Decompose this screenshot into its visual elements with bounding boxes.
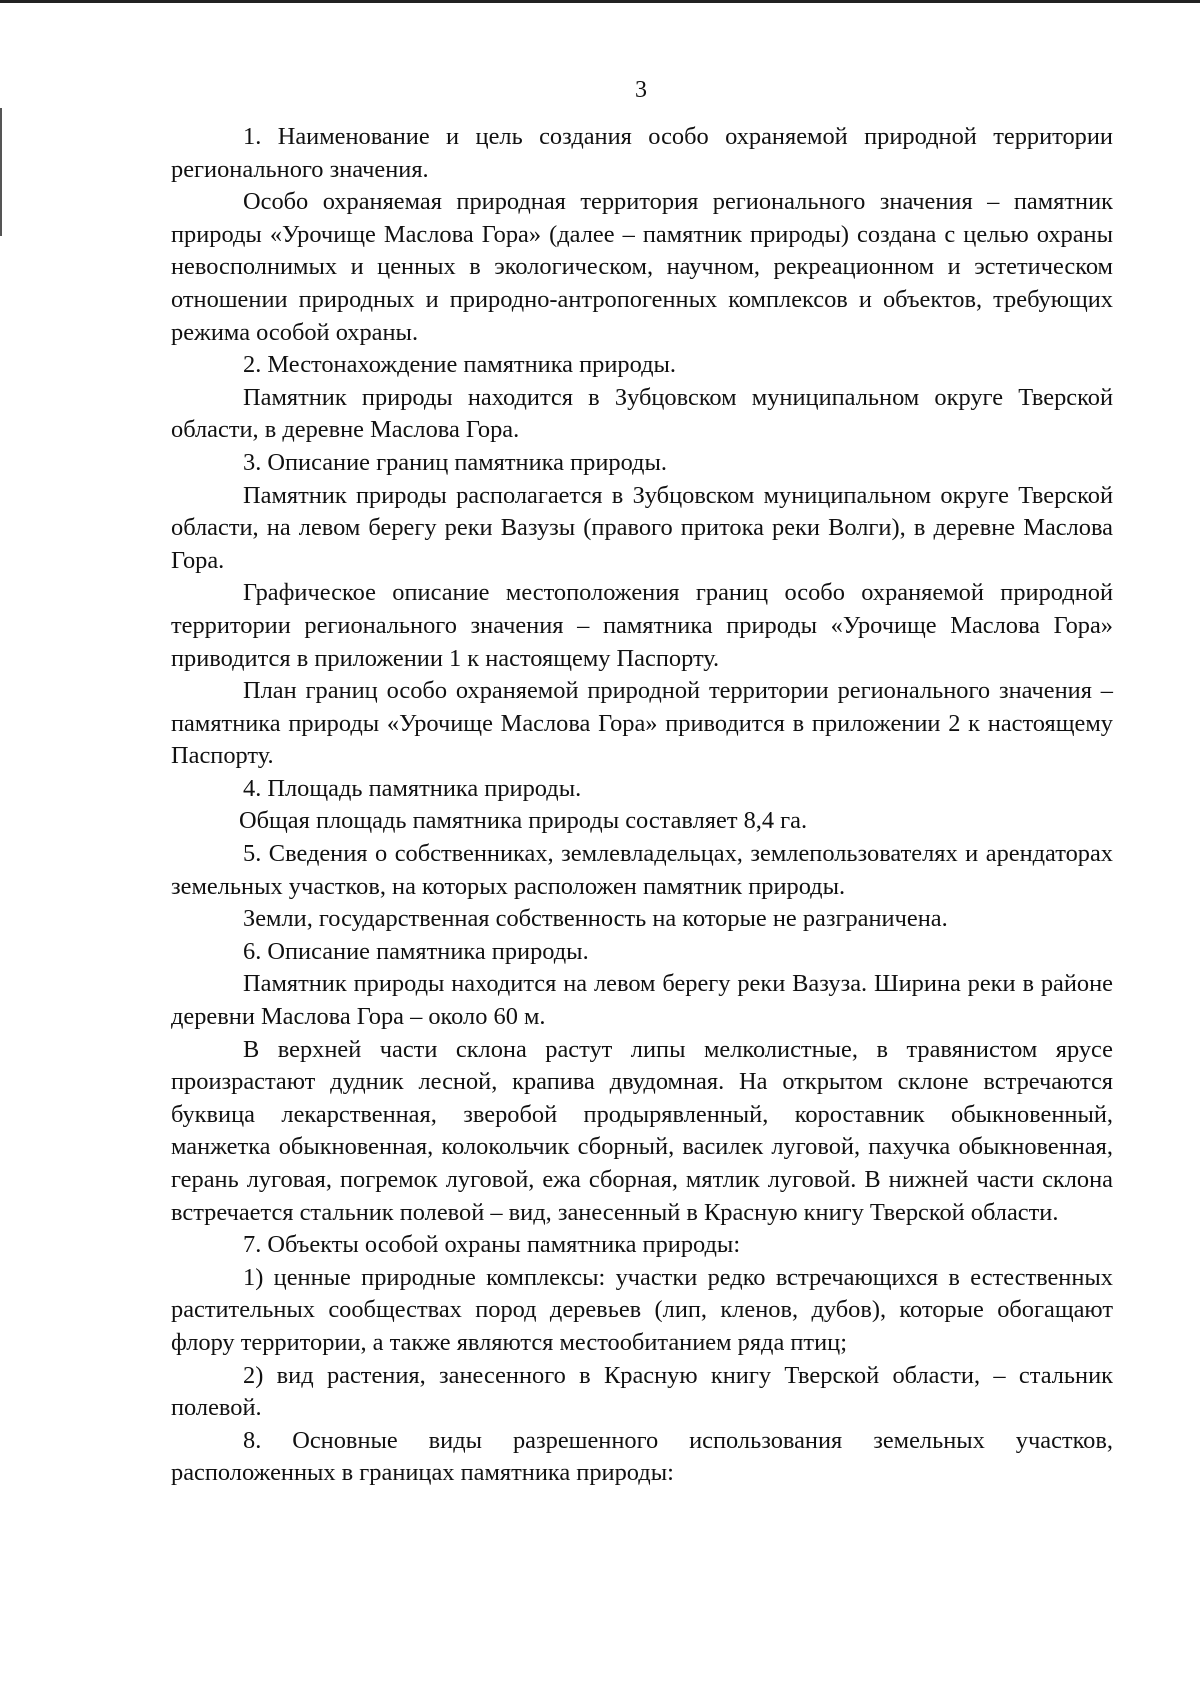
section-6-text-river: Памятник природы находится на левом берегу реки Вазуза. Ширина реки в районе деревни Маслова Гора – около 60 м.: [171, 970, 1113, 1031]
section-8-heading: 8. Основные виды разрешенного использования земельных участков, расположенных в границах памятника природы:: [171, 1426, 1113, 1487]
section-6-text-vegetation: В верхней части склона растут липы мелколистные, в травянистом ярусе произрастают дудник лесной, крапива двудомная. На открытом склоне встречаются буквица лекарственная, зверобой продырявленный, короставник обыкновенный, манжетка обыкновенная, колокольчик сборный, василек луговой, пахучка обыкновенная, герань луговая, погремок луговой, ежа сборная, мятлик луговой. В нижней части склона встречается стальник полевой – вид, занесенный в Красную книгу Тверской области.: [171, 1035, 1113, 1226]
section-7-heading: 7. Объекты особой охраны памятника природы:: [243, 1231, 741, 1259]
section-3-heading: 3. Описание границ памятника природы.: [243, 448, 667, 476]
section-7-item-2: 2) вид растения, занесенного в Красную книгу Тверской области, – стальник полевой.: [171, 1361, 1113, 1422]
document-body: [171, 121, 1113, 1490]
section-5-heading: 5. Сведения о собственниках, землевладельцах, землепользователях и арендаторах земельных участков, на которых расположен памятник природы.: [171, 840, 1113, 900]
section-1-heading: 1. Наименование и цель создания особо охраняемой природной территории регионального значения.: [171, 123, 1113, 183]
section-2-heading: 2. Местонахождение памятника природы.: [243, 351, 676, 379]
section-3-text-boundary-plan: План границ особо охраняемой природной территории регионального значения – памятника природы «Урочище Маслова Гора» приводится в приложении 2 к настоящему Паспорту.: [171, 677, 1113, 770]
section-3-text-location: Памятник природы располагается в Зубцовском муниципальном округе Тверской области, на левом берегу реки Вазузы (правого притока реки Волги), в деревне Маслова Гора.: [171, 481, 1113, 574]
section-6-heading: 6. Описание памятника природы.: [243, 937, 589, 965]
section-5-text: Земли, государственная собственность на которые не разграничена.: [243, 905, 948, 933]
section-2-text: Памятник природы находится в Зубцовском муниципальном округе Тверской области, в деревне Маслова Гора.: [171, 383, 1113, 444]
section-7-item-1: 1) ценные природные комплексы: участки редко встречающихся в естественных растительных сообществах пород деревьев (лип, кленов, дубов), которые обогащают флору территории, а также являются местообитанием ряда птиц;: [171, 1263, 1113, 1356]
section-1-text: Особо охраняемая природная территория регионального значения – памятник природы «Урочище Маслова Гора» (далее – памятник природы) создана с целью охраны невосполнимых и ценных в экологическом, научном, рекреационном и эстетическом отношении природных и природно-антропогенных комплексов и объектов, требующих режима особой охраны.: [171, 188, 1113, 346]
left-margin-mark: [0, 108, 2, 236]
page-number: 3: [635, 77, 647, 103]
section-4-text: Общая площадь памятника природы составляет 8,4 га.: [239, 807, 808, 835]
section-4-heading: 4. Площадь памятника природы.: [243, 774, 582, 802]
section-3-text-graphic-description: Графическое описание местоположения границ особо охраняемой природной территории регионального значения – памятника природы «Урочище Маслова Гора» приводится в приложении 1 к настоящему Паспорту.: [171, 579, 1113, 672]
top-edge-rule: [0, 0, 1200, 3]
